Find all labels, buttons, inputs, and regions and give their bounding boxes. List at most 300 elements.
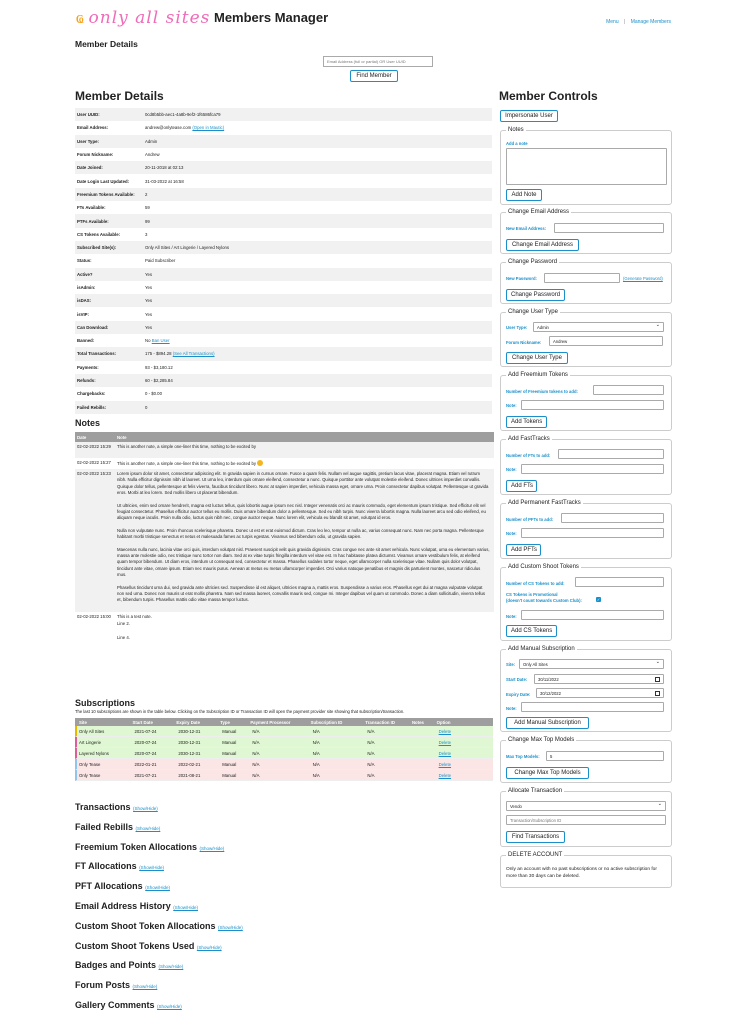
detail-value (145, 365, 173, 370)
subscription-cell: N/A (367, 728, 375, 734)
detail-value (145, 205, 150, 210)
subscription-cell: 2022-01-21 (134, 761, 157, 767)
nav-separator: | (624, 19, 626, 25)
sparkle-icon: ҩ (76, 8, 85, 28)
details-table (75, 108, 492, 414)
section-title: Custom Shoot Token Allocations (75, 920, 216, 931)
max-top-input[interactable]: 5 (546, 751, 664, 761)
detail-key: User Type: (77, 138, 99, 144)
note-paragraph: This is another note, a simple one-liner this time, nothing to be excited by (117, 444, 257, 449)
delete-info: Only an account with no past subscriptions or no active subscription for more than 30 days can be deleted. (506, 867, 657, 879)
detail-value (145, 351, 215, 356)
subscription-cell: 2030-12-31 (178, 750, 201, 756)
subscription-cell: Layered Nylons (79, 750, 109, 756)
detail-key: Can Download: (77, 324, 109, 330)
search-heading: Member Details (75, 39, 138, 49)
subscription-cell: Manual (222, 772, 237, 778)
detail-row (75, 334, 492, 347)
detail-key: Date Login Last Updated: (77, 178, 130, 184)
ft-legend: Add FastTracks (508, 436, 550, 442)
user-type-select[interactable]: Admin ⌄ (533, 322, 664, 332)
detail-value-text: 59 (145, 205, 150, 211)
cs-count-input[interactable] (575, 577, 664, 587)
email-fieldset (500, 209, 672, 254)
start-date-input[interactable]: 30/11/2022 (534, 674, 664, 684)
change-email-button[interactable]: Change Email Address (506, 239, 579, 251)
section-title: Failed Rebills (75, 821, 134, 832)
section-title: PFT Allocations (75, 881, 143, 892)
notes-col-note: Note (117, 434, 127, 440)
note-text (117, 444, 494, 456)
user-type-label: User Type: (506, 325, 528, 330)
subscription-cell: Manual (222, 728, 237, 734)
add-cs-tokens-button[interactable]: Add CS Tokens (506, 625, 557, 637)
detail-value-text: Admin (145, 138, 158, 144)
note-row (75, 612, 494, 644)
detail-value-text: 3 (145, 231, 148, 237)
detail-value-text: 175 - $894.28 (145, 351, 172, 357)
detail-row (75, 241, 492, 254)
pft-legend: Add Permanent FastTracks (508, 500, 581, 506)
detail-link[interactable]: Ban User (151, 338, 170, 344)
subscriptions-col: Transaction ID (365, 719, 395, 725)
calendar-icon[interactable] (655, 691, 660, 696)
calendar-icon[interactable] (655, 677, 660, 682)
detail-key: isDAS: (77, 298, 92, 304)
detail-row (75, 321, 492, 334)
show-hide-link[interactable]: (Show/Hide) (132, 984, 158, 990)
transaction-id-input[interactable]: Transaction/Subscription ID (506, 815, 666, 825)
detail-value (145, 378, 173, 383)
detail-value-text: 20-11-2018 at 02:13 (145, 165, 184, 171)
subscriptions-col: Expiry Date (176, 719, 201, 725)
detail-value (145, 285, 152, 290)
detail-value-text: Yes (145, 324, 153, 330)
section-heading (75, 921, 243, 931)
freemium-fieldset (500, 372, 672, 431)
manual-sub-legend: Add Manual Subscription (508, 646, 575, 652)
ft-fieldset (500, 436, 672, 495)
note-paragraph: Nulla non vulputate nunc. Proin rhoncus scelerisque pharetra. Donec ut est et erat euismod dictum. Cras leo leo, tempor ut nulla ac, varius consequat nunc. Nam nec porta magna. Pellentesque habitant morbi tristique senectus et netus et malesuada fames ac turpis egestas. Vivamus sed bibendum odio, ut gravida sapien. (117, 527, 484, 540)
subscriptions-col: Type (220, 719, 230, 725)
manual-note-input[interactable] (521, 702, 664, 712)
pft-fieldset (500, 500, 672, 559)
change-user-type-button[interactable]: Change User Type (506, 352, 568, 364)
subscription-row (75, 726, 493, 737)
subscription-cell: Manual (222, 750, 237, 756)
section-heading (75, 861, 164, 871)
subscriptions-col: Option (436, 719, 451, 725)
detail-key: FTs Available: (77, 205, 106, 211)
detail-key: Forum Nickname: (77, 152, 114, 158)
detail-key: Email Address: (77, 125, 109, 131)
nav-manage-members-link[interactable]: Manage Members (630, 19, 671, 25)
details-heading: Member Details (75, 89, 164, 103)
add-pfts-button[interactable]: Add PFTs (506, 544, 541, 556)
subscription-cell: Art Lingerie (79, 739, 101, 745)
detail-row (75, 188, 492, 201)
detail-value-text: andrew@onlytease.com (145, 125, 192, 131)
detail-value (145, 245, 229, 250)
subscription-cell: Only All Sites (79, 728, 105, 734)
cs-note-label: Note: (506, 614, 517, 619)
add-tokens-button[interactable]: Add Tokens (506, 416, 547, 428)
subscription-cell: N/A (312, 750, 320, 756)
note-date: 02-02-2022 15:23 (77, 470, 111, 476)
subscriptions-col: Start Date (132, 719, 153, 725)
manual-note-label: Note: (506, 706, 517, 711)
detail-value (145, 338, 170, 343)
pft-note-label: Note: (506, 531, 517, 536)
ft-note-label: Note: (506, 467, 517, 472)
detail-value (145, 325, 152, 330)
detail-row (75, 201, 492, 214)
cs-promo-label: CS Tokens is Promotional (506, 592, 558, 597)
detail-value (145, 112, 221, 117)
detail-key: Banned: (77, 338, 95, 344)
site-select[interactable]: Only All Sites ⌄ (519, 659, 664, 669)
note-paragraph: This is a test note. (117, 613, 152, 619)
detail-row (75, 387, 492, 400)
freemium-note-label: Note: (506, 403, 517, 408)
note-text (117, 471, 494, 610)
detail-key: Freemium Tokens Available: (77, 191, 135, 197)
show-hide-link[interactable]: (Show/Hide) (173, 905, 198, 910)
section-title: Freemium Token Allocations (75, 841, 198, 852)
section-heading (75, 980, 157, 990)
subscription-cell: N/A (367, 750, 375, 756)
detail-row (75, 401, 492, 414)
pft-count-label: Number of PFTs to add: (506, 517, 554, 522)
add-manual-subscription-button[interactable]: Add Manual Subscription (506, 717, 589, 729)
subscription-cell: 2022-02-21 (178, 761, 201, 767)
freemium-count-label: Number of Freemium tokens to add: (506, 389, 578, 394)
section-heading (75, 822, 160, 832)
delete-legend: DELETE ACCOUNT (508, 852, 563, 858)
site-label: Site: (506, 662, 516, 667)
detail-row (75, 347, 492, 360)
detail-value (145, 258, 175, 263)
subscriptions-col: Subscription ID (310, 719, 343, 725)
add-note-button[interactable]: Add Note (506, 189, 542, 201)
new-email-input[interactable] (554, 223, 664, 233)
detail-value (145, 312, 152, 317)
subscriptions-intro: The last 10 subscriptions are shown in the table below. Clicking on the Subscription ID or Transaction ID will open the payment provider site showing that subscription/transaction. (75, 709, 405, 714)
notes-table (75, 432, 494, 644)
freemium-legend: Add Freemium Tokens (508, 372, 568, 378)
subscription-cell: N/A (312, 772, 320, 778)
show-hide-link[interactable]: (Show/Hide) (196, 944, 222, 950)
subscription-cell: N/A (252, 761, 260, 767)
cs-promo-sub-label: (doesn't count towards Custom Club): (506, 598, 582, 603)
show-hide-link[interactable]: (Show/Hide) (157, 1004, 182, 1009)
note-row (75, 469, 494, 612)
detail-key: User UUID: (77, 112, 100, 118)
subscription-cell: N/A (252, 772, 260, 778)
find-member-button[interactable]: Find Member (350, 70, 398, 82)
show-hide-link[interactable]: (Show/Hide) (199, 845, 225, 851)
section-title: Email Address History (75, 901, 171, 911)
detail-row (75, 294, 492, 307)
detail-value (145, 272, 152, 277)
controls-heading: Member Controls (499, 89, 598, 103)
detail-key: Subscribed Site(s): (77, 245, 117, 251)
subscription-row (75, 770, 493, 781)
detail-value-text: Paid Subscriber (145, 258, 176, 264)
subscription-cell: N/A (312, 739, 320, 745)
delete-subscription-link[interactable]: Delete (438, 728, 452, 734)
note-paragraph: This is another note, a simple one-liner this time, nothing to be excited by (117, 460, 257, 466)
subscription-cell: 2020-07-24 (134, 739, 157, 745)
detail-row (75, 214, 492, 227)
expiry-date-label: Expiry Date: (506, 692, 531, 697)
detail-key: Active? (77, 271, 93, 277)
detail-key: CS Tokens Available: (77, 231, 121, 237)
section-title: Badges and Points (75, 960, 157, 971)
password-legend: Change Password (508, 259, 558, 265)
detail-value (145, 192, 147, 197)
note-text (117, 460, 494, 467)
subscription-row (75, 759, 493, 770)
detail-key: Payments: (77, 364, 99, 370)
subscriptions-header-row (75, 718, 493, 726)
note-paragraph: Maecenas nulla nunc, lacinia vitae orci quis, interdum volutpat nisl. Praesent suscipit velit quis gravida dignissim. Cras congue nec ante sit amet vehicula. Nunc volutpat, urna eu elementum varius, massa ante molestie odio, nec tristique nunc tortor non diam. Sed at ex vitae turpis fringilla interdum vel vitae est. In hac habitasse platea dictumst. Vivamus ornare vestibulum felis, at eleifend quam tempor bibendum. Ut diam eros, interdum ut consequat sed, consectetur et massa. Phasellus sodales tortor neque, eget ullamcorper nulla scelerisque vitae. Nullam quis dolor volutpat, tincidunt ante vitae, ornare ipsum. Etiam nec mauris purus. Aenean at metus eu metus ullamcorper imperdiet. Orci varius natoque penatibus et magnis dis parturient montes, nascetur ridiculus mus. (117, 546, 490, 578)
max-top-legend: Change Max Top Models (508, 737, 575, 743)
subscription-cell: Only Tease (79, 772, 101, 778)
password-fieldset (500, 259, 672, 304)
pft-note-input[interactable] (521, 528, 664, 538)
section-heading (75, 881, 170, 891)
show-hide-link[interactable]: (Show/Hide) (145, 885, 170, 891)
subscription-cell: Manual (222, 739, 237, 745)
notes-col-date: Date (77, 434, 87, 440)
notes-fieldset (500, 127, 672, 205)
nav-menu-link[interactable]: Menu (606, 19, 619, 25)
section-title: Custom Shoot Tokens Used (75, 940, 195, 951)
delete-subscription-link[interactable]: Delete (438, 750, 452, 756)
note-row (75, 442, 494, 458)
user-type-legend: Change User Type (508, 309, 558, 315)
detail-value-text: 99 (145, 218, 150, 224)
detail-link[interactable]: (See All Transactions) (172, 351, 215, 357)
subscriptions-col: Payment Processor (250, 719, 291, 725)
new-password-input[interactable] (544, 273, 620, 283)
section-heading (75, 901, 198, 911)
note-text (117, 614, 494, 642)
detail-key: Refunds: (77, 378, 96, 384)
note-date: 02-02-2022 15:29 (77, 444, 111, 449)
detail-link[interactable]: (Open in Mautic) (192, 125, 225, 131)
detail-value (145, 232, 147, 237)
section-heading (75, 802, 158, 812)
subscription-cell: N/A (252, 750, 260, 756)
detail-value-text: Yes (145, 311, 153, 317)
notes-heading: Notes (75, 418, 101, 428)
max-top-label: Max Top Models: (506, 754, 540, 759)
section-title: Gallery Comments (75, 1000, 155, 1010)
cs-promo-checkbox[interactable]: ✓ (596, 597, 601, 602)
detail-value-text: 0 - $0.00 (145, 391, 162, 397)
site-logo[interactable]: ҩ only all sites (76, 8, 211, 28)
subscription-cell: 2030-12-31 (178, 739, 201, 745)
detail-row (75, 268, 492, 281)
detail-row (75, 361, 492, 374)
detail-key: Total Transactions: (77, 351, 117, 357)
section-heading (75, 960, 183, 970)
page-title: Members Manager (214, 10, 329, 25)
detail-row (75, 148, 492, 161)
search-input[interactable]: Email Address (full or partial) OR User UUID (323, 56, 433, 67)
detail-value-text: Yes (145, 271, 153, 277)
add-fts-button[interactable]: Add FTs (506, 480, 537, 492)
detail-value-text: Andrew (145, 152, 160, 158)
note-textarea[interactable] (506, 148, 667, 185)
vendor-select[interactable]: Vendo ⌄ (506, 801, 666, 811)
detail-key: isAdmin: (77, 285, 96, 290)
delete-fieldset (500, 852, 672, 888)
note-paragraph: Phasellus tincidunt urna dui, sed gravida ante ultricies sed. Suspendisse id est aliquet, ultricies magna a, mattis eros. Suspendisse a varius eros. Phasellus eget dui at magna vulputate volutpat non sed urna. Donec non mauris ut erat mollis pharetra. Nam sed massa laoreet, convallis mauris sed, congue mi. Integer dapibus vel quam ut commodo. Donec a diam sollicitudin, viverra tellus et, bibendum turpis. Phasellus mattis odio vitae massa tempor luctus. (117, 584, 486, 603)
detail-row (75, 161, 492, 174)
detail-value (145, 139, 157, 144)
detail-key: isVIP: (77, 311, 89, 317)
show-hide-link[interactable]: (Show/Hide) (139, 865, 164, 871)
detail-value-text: 0 (145, 404, 148, 410)
detail-value-text: Yes (145, 298, 153, 304)
delete-subscription-link[interactable]: Delete (438, 772, 452, 778)
impersonate-user-button[interactable]: Impersonate User (500, 110, 558, 122)
new-password-label: New Password: (506, 276, 537, 281)
note-date: 02-02-2022 15:27 (77, 460, 111, 466)
detail-value (145, 219, 150, 224)
subscription-cell: N/A (252, 739, 260, 745)
change-max-top-button[interactable]: Change Max Top Models (506, 767, 589, 779)
subscription-cell: N/A (312, 728, 320, 734)
section-heading (75, 1000, 182, 1010)
find-transactions-button[interactable]: Find Transactions (506, 831, 565, 843)
freemium-note-input[interactable] (521, 400, 664, 410)
subscription-cell: N/A (367, 761, 375, 767)
detail-key: Date Joined: (77, 165, 103, 171)
section-title: Transactions (75, 802, 131, 812)
ft-count-input[interactable] (558, 449, 664, 459)
detail-value (145, 405, 147, 410)
subscription-cell: N/A (367, 739, 375, 745)
generate-password-link[interactable]: (Generate Password) (623, 276, 663, 281)
detail-row (75, 374, 492, 387)
subscription-cell: N/A (252, 728, 260, 734)
allocate-fieldset (500, 788, 672, 847)
pft-count-input[interactable] (561, 513, 664, 523)
detail-row (75, 307, 492, 320)
subscriptions-col: Notes (411, 719, 424, 725)
section-title: Forum Posts (75, 980, 131, 991)
delete-subscription-link[interactable]: Delete (438, 739, 452, 745)
subscription-cell: 2021-08-21 (178, 772, 201, 778)
subscription-cell: Manual (222, 761, 237, 767)
subscription-cell: 2021-07-24 (134, 728, 157, 734)
ft-count-label: Number of FTs to add: (506, 453, 551, 458)
detail-value-text: Yes (145, 285, 153, 290)
detail-value (145, 391, 162, 396)
detail-row (75, 174, 492, 187)
subscription-cell: Only Tease (79, 761, 101, 767)
show-hide-link[interactable]: (Show/Hide) (135, 825, 161, 831)
note-paragraph: Ut ultricies, enim sed ornare hendrerit, magna est luctus tellus, quis lobortis augue ipsum nec nisl. Integer venenatis orci ac mauris commodo, eget elementum ipsum tristique. Sed efficitur elit vel feugiat consectetur. Phasellus efficitur auctor tellus eu mollis. Duis ornare bibendum dolor a pellentesque. Sed eu nibh turpis. Nunc viverra lobortis magna. Nulla laoreet arcu sed odio eleifend, eu aliquam neque iaculis. Proin nulla odio, luctus quis nibh nec, congue auctor neque. Nunc lorem elit, vehicula eu blandit sit amet, volutpat id eros. (117, 502, 486, 521)
notes-legend: Notes (508, 127, 524, 133)
cs-fieldset (500, 564, 672, 641)
manual-sub-fieldset (500, 646, 672, 732)
delete-subscription-link[interactable]: Delete (438, 761, 452, 767)
new-email-label: New Email Address: (506, 226, 547, 231)
start-date-label: Start Date: (506, 677, 528, 682)
forum-nickname-label: Forum Nickname: (506, 340, 542, 345)
subscriptions-col: Site (79, 719, 87, 725)
detail-value-text: 0cd8b5bb-aec1-4a8b-9ef2-1f6586fca79 (145, 112, 221, 118)
note-row (75, 458, 494, 469)
note-paragraph (117, 629, 490, 634)
detail-value (145, 165, 183, 170)
detail-key: PTFs Available: (77, 218, 109, 224)
detail-value-text: 93 - $3,180.12 (145, 364, 173, 370)
subscription-cell: 2020-07-24 (134, 750, 157, 756)
cs-legend: Add Custom Shoot Tokens (508, 564, 579, 570)
email-legend: Change Email Address (508, 209, 570, 215)
show-hide-link[interactable]: (Show/Hide) (158, 964, 184, 970)
subscription-row (75, 748, 493, 759)
max-top-fieldset (500, 737, 672, 783)
user-type-fieldset (500, 309, 672, 367)
ft-note-input[interactable] (521, 464, 664, 474)
cs-count-label: Number of CS Tokens to add: (506, 581, 565, 586)
note-date: 02-02-2022 15:00 (77, 613, 111, 619)
subscription-row (75, 737, 493, 748)
add-note-label: Add a note (506, 141, 528, 146)
detail-row (75, 281, 492, 294)
detail-value (145, 125, 224, 130)
note-paragraph: Line 2. (117, 621, 130, 627)
forum-nickname-input[interactable]: Andrew (549, 336, 663, 346)
detail-value (145, 298, 152, 303)
expiry-date-input[interactable]: 30/12/2022 (536, 688, 664, 698)
freemium-count-input[interactable] (593, 385, 664, 395)
subscription-cell: 2030-12-31 (178, 728, 201, 734)
detail-row (75, 228, 492, 241)
subscriptions-table (75, 718, 493, 781)
cs-note-input[interactable] (521, 610, 664, 620)
detail-key: Failed Rebills: (77, 404, 107, 410)
subscriptions-heading: Subscriptions (75, 698, 136, 708)
top-nav (604, 19, 673, 25)
subscription-cell: 2021-07-21 (134, 772, 157, 778)
detail-key: Status: (77, 258, 92, 264)
subscription-cell: N/A (367, 772, 375, 778)
subscription-cell: N/A (312, 761, 320, 767)
change-password-button[interactable]: Change Password (506, 289, 565, 301)
show-hide-link[interactable]: (Show/Hide) (133, 806, 158, 811)
detail-value-text: 60 - $2,285.84 (145, 378, 173, 384)
allocate-legend: Allocate Transaction (508, 788, 563, 794)
detail-key: Chargebacks: (77, 391, 106, 397)
detail-value-text: 31-03-2022 at 16:58 (145, 178, 184, 184)
smiley-icon (257, 460, 263, 466)
note-paragraph: Lorem ipsum dolor sit amet, consectetur adipiscing elit. In gravida sapien in cursus ornare. Fusce a quam felis. Nullam vel augue sagittis, pretium lacus vitae, placerat magna. Etiam vel rutrum nibh. Nulla efficitur dignissim nibh id laoreet. Ut urna leo, interdum quis ornare eleifend, consectetur a nunc. Quisque porttitor ante volutpat molestie eleifend. Donec ultrices imperdiet convallis. Quisque dolor tellus, pellentesque at felis viverra, faucibus tincidunt libero. Nunc at sapien imperdiet, vehicula massa eget, ornare urna. Proin consectetur dapibus volutpat. Pellentesque ut gravida eros. Morbi at leo lorem. Sed mollis libero ut placerat bibendum. (117, 470, 489, 496)
detail-row (75, 121, 492, 134)
detail-value (145, 179, 184, 184)
detail-value (145, 152, 160, 157)
detail-row (75, 108, 492, 121)
show-hide-link[interactable]: (Show/Hide) (218, 924, 243, 930)
detail-row (75, 254, 492, 267)
